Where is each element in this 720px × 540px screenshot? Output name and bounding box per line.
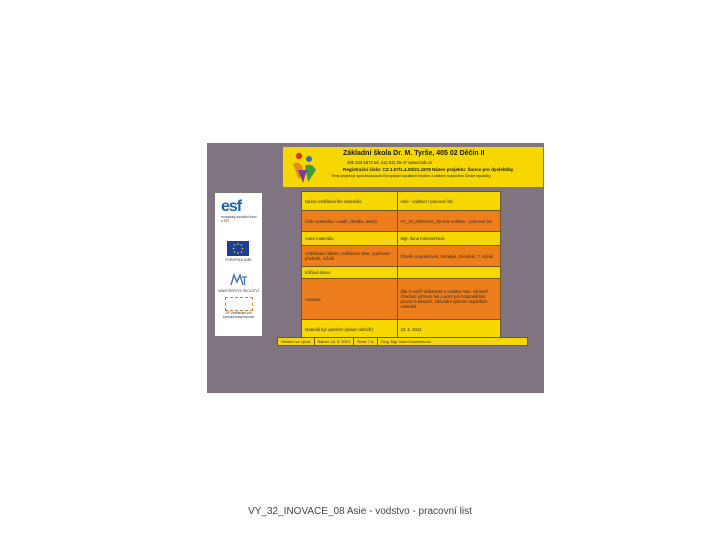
row-label: Číslo materiálu, v sadě, zkratka, autor): bbox=[302, 211, 398, 232]
msmt-logo-icon bbox=[229, 273, 249, 287]
op-label: OP Vzdělávání pro konkurenceschopnost bbox=[222, 311, 254, 319]
row-label: Autor materiálu: bbox=[302, 232, 398, 246]
eu-flag-icon bbox=[227, 241, 249, 256]
table-row bbox=[302, 320, 501, 339]
row-label: Materiál byl vytvořen (datum akt/UŠ): bbox=[302, 320, 398, 339]
school-header bbox=[283, 147, 543, 187]
row-label: Název vzdělávacího materiálu: bbox=[302, 192, 398, 211]
verified-label: Ověření ve výuce bbox=[277, 337, 315, 346]
school-contact: 405 334-1873 tel. 412 511 05 47 www.zsdc.cz bbox=[347, 160, 433, 165]
row-value: Žák si ověří vědomosti o vodstvu Asie, zároveň zhodnotí význam řek a jezer pro hospodářství, provoz a bezpečí, zdůvodní význam největších veletoků bbox=[397, 279, 500, 320]
row-label: Vzdělávací oblast, vzdělávací obor, vyučovací předmět, ročník bbox=[302, 246, 398, 267]
esf-wordmark: esf bbox=[221, 198, 242, 215]
material-info-table bbox=[301, 191, 501, 339]
eu-label: EVROPSKÁ UNIE bbox=[225, 258, 252, 262]
row-label: Klíčová slova: bbox=[302, 267, 398, 279]
school-name: Základní škola Dr. M. Tyrše, 405 02 Děčín II bbox=[343, 150, 485, 157]
row-label: Anotace: bbox=[302, 279, 398, 320]
msmt-label: MINISTERSTVO ŠKOLSTVÍ bbox=[218, 289, 259, 293]
row-value: Člověk a společnost, Zeměpis, Zeměpis, 7. ročník bbox=[397, 246, 500, 267]
school-logo-icon bbox=[289, 150, 319, 184]
project-registration: Registrační číslo: CZ.1.07/1.4.00/21.1879 Název projektu: Šance pro dyslektiky bbox=[343, 167, 514, 172]
row-value: 23. 5. 2013 bbox=[397, 320, 500, 339]
logo-column bbox=[215, 193, 262, 336]
funding-note: Tento projekt je spolufinancován Evropským sociálním fondem a státním rozpočtem České republiky. bbox=[331, 174, 492, 178]
table-row bbox=[302, 246, 501, 267]
table-row bbox=[302, 211, 501, 232]
table-row bbox=[302, 192, 501, 211]
verified-author: ©Ing. Mgr. Ilona Kolomerková bbox=[377, 337, 528, 346]
verified-date: Datum: 24. 5. 2013 bbox=[314, 337, 354, 346]
esf-logo bbox=[221, 199, 257, 239]
table-row bbox=[302, 232, 501, 246]
slide-image bbox=[207, 143, 544, 393]
op-logo-icon bbox=[225, 297, 253, 311]
row-value bbox=[397, 267, 500, 279]
slide-caption: VY_32_INOVACE_08 Asie - vodstvo - pracovní list bbox=[248, 506, 472, 517]
row-value: Mgr. Ilona Kolomerková bbox=[397, 232, 500, 246]
row-value: Asie - vodstvo / pracovní list bbox=[397, 192, 500, 211]
table-row bbox=[302, 267, 501, 279]
verified-class: Třída: 7.A bbox=[353, 337, 378, 346]
verification-row bbox=[277, 337, 527, 346]
row-value: VY_32_INOVACE_08 Asie vodstvo - pracovní list bbox=[397, 211, 500, 232]
table-row bbox=[302, 279, 501, 320]
esf-subtitle: evropský sociální fond v ČR bbox=[221, 215, 257, 223]
